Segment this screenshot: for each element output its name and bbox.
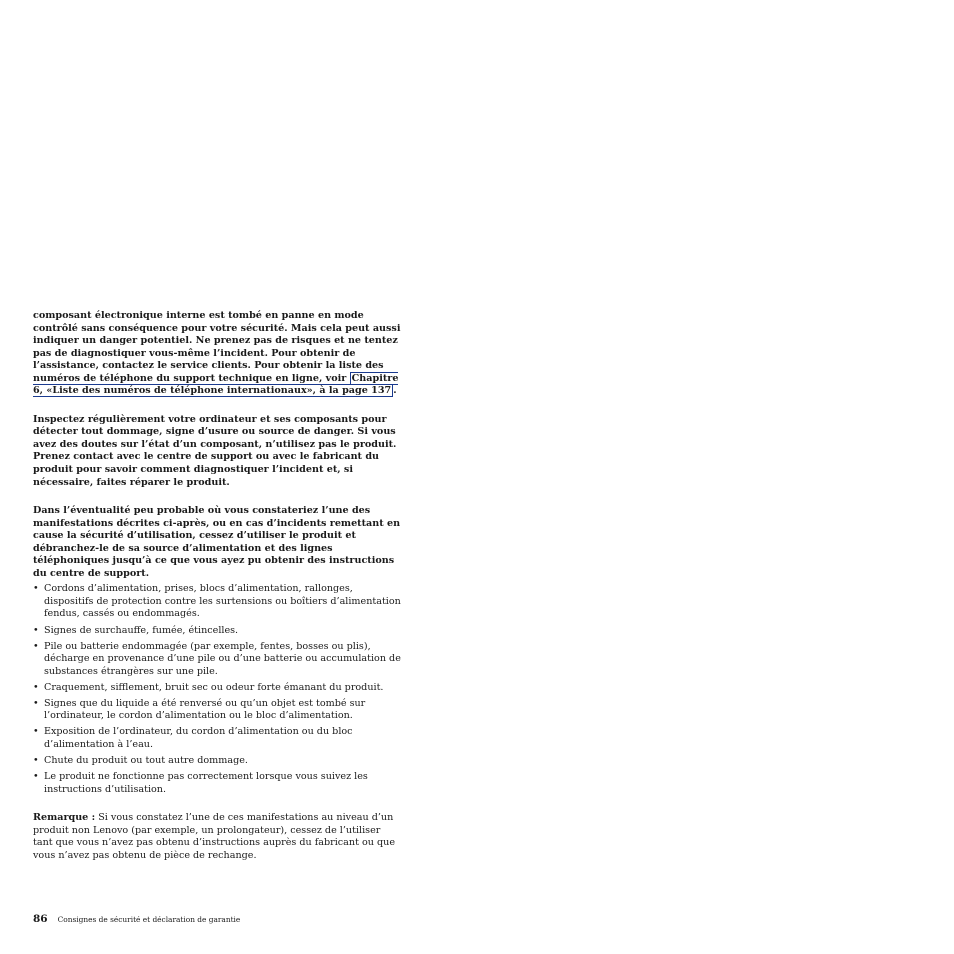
list-item: • Signes que du liquide a été renversé ou qu’un objet est tombé sur l’ordinateur, le cordon d’alimentation ou le bloc d’alimentation. xyxy=(33,697,366,722)
list-item: • Le produit ne fonctionne pas correctement lorsque vous suivez les instructions d’utilisation. xyxy=(33,771,368,795)
note-text: Si vous constatez l’une de ces manifestations au niveau d’un produit non Lenovo (par exemple, un prolongateur), cessez de l’utiliser tant que vous n’avez pas obtenu d’instructions auprès du fabricant ou que vous n’avez pas obtenu de pièce de rechange. xyxy=(33,812,395,861)
paragraph-text: composant électronique interne est tombé en panne en mode contrôlé sans conséquence pour votre sécurité. Mais cela peut aussi indiquer un danger potentiel. Ne prenez pas de risques et ne tentez pas de diagnostiquer vous-même l’incident. Pour obtenir de l’assistance, contactez le service clients. Pour obtenir la liste des numéros de téléphone du support technique en ligne, voir xyxy=(33,310,401,384)
list-item: • Signes de surchauffe, fumée, étincelles. xyxy=(33,624,239,636)
paragraph-component-failure xyxy=(33,310,401,398)
bullet-icon: • xyxy=(33,640,39,652)
document-title: Consignes de sécurité et déclaration de garantie xyxy=(57,915,241,924)
paragraph-end: . xyxy=(393,385,397,397)
page-number: 86 xyxy=(33,913,48,925)
note-paragraph xyxy=(33,812,401,862)
paragraph-warning-signs-intro: Dans l’éventualité peu probable où vous constateriez l’une des manifestations décrites ci-après, ou en cas d’incidents remettant en cause la sécurité d’utilisation, cessez d’utiliser le produit et débranchez-le de sa source d’alimentation et des lignes téléphoniques jusqu’à ce que vous ayez pu obtenir des instructions du centre de support. xyxy=(33,505,401,579)
bullet-icon: • xyxy=(33,771,39,782)
list-item: • Exposition de l’ordinateur, du cordon d’alimentation ou du bloc d’alimentation à l’eau. xyxy=(33,726,353,750)
bullet-icon: • xyxy=(33,624,39,636)
bullet-icon: • xyxy=(33,754,39,766)
list-item: • Cordons d’alimentation, prises, blocs d’alimentation, rallonges, dispositifs de protection contre les surtensions ou boîtiers d’alimentation fendus, cassés ou endommagés. xyxy=(33,583,401,620)
list-item: • Chute du produit ou tout autre dommage. xyxy=(33,754,248,766)
bullet-icon: • xyxy=(33,726,39,738)
list-item: • Craquement, sifflement, bruit sec ou odeur forte émanant du produit. xyxy=(33,681,384,693)
warning-signs-list xyxy=(33,583,401,796)
note-label: Remarque : xyxy=(33,812,96,824)
chapter-6-link[interactable]: Chapitre 6, «Liste des numéros de téléphone internationaux», à la page 137 xyxy=(33,372,399,397)
page-content xyxy=(33,310,401,878)
paragraph-inspection: Inspectez régulièrement votre ordinateur et ses composants pour détecter tout dommage, signe d’usure ou source de danger. Si vous avez des doutes sur l’état d’un composant, n’utilisez pas le produit. Prenez contact avec le centre de support ou avec le fabricant du produit pour savoir comment diagnostiquer l’incident et, si nécessaire, faites réparer le produit. xyxy=(33,413,397,488)
bullet-icon: • xyxy=(33,681,39,693)
page-footer xyxy=(33,913,240,926)
bullet-icon: • xyxy=(33,697,39,709)
bullet-icon: • xyxy=(33,583,39,595)
list-item: • Pile ou batterie endommagée (par exemple, fentes, bosses ou plis), décharge en provenance d’une pile ou d’une batterie ou accumulation de substances étrangères sur une pile. xyxy=(33,640,401,677)
